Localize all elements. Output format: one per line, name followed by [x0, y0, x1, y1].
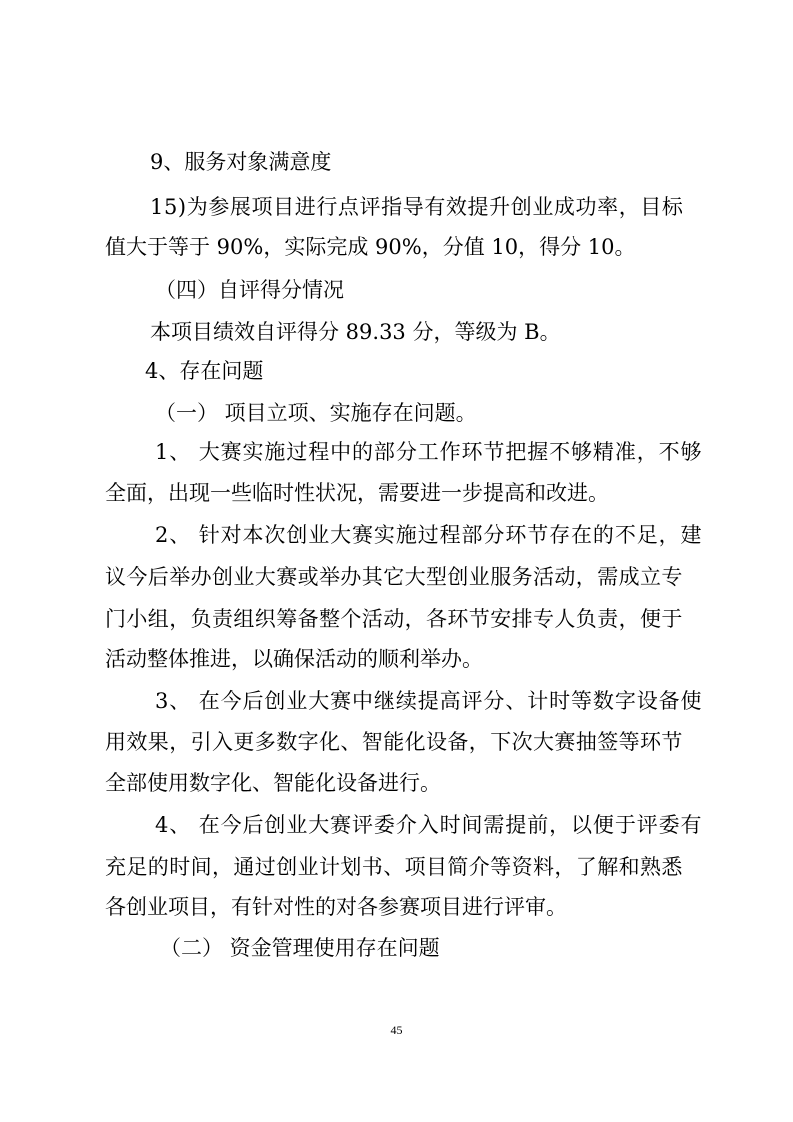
heading-service-satisfaction: 9、服务对象满意度	[150, 150, 332, 174]
paragraph-line: 用效果，引入更多数字化、智能化设备，下次大赛抽签等环节	[105, 730, 683, 754]
paragraph-line: 全部使用数字化、智能化设备进行。	[105, 771, 441, 795]
paragraph-line: 本项目绩效自评得分 89.33 分，等级为 B。	[150, 320, 561, 344]
paragraph-line: 议今后举办创业大赛或举办其它大型创业服务活动，需成立专	[105, 565, 683, 589]
page-number: 45	[390, 1023, 403, 1037]
heading-project-problems: （一） 项目立项、实施存在问题。	[155, 401, 477, 425]
paragraph-line: 充足的时间，通过创业计划书、项目简介等资料，了解和熟悉	[105, 855, 683, 879]
paragraph-line: 2、 针对本次创业大赛实施过程部分环节存在的不足，建	[155, 523, 703, 547]
paragraph-line: 3、 在今后创业大赛中继续提高评分、计时等数字设备使	[155, 689, 703, 713]
heading-existing-problems: 4、存在问题	[145, 359, 264, 383]
paragraph-line: 门小组，负责组织筹备整个活动，各环节安排专人负责，便于	[105, 607, 683, 631]
paragraph-line: 全面，出现一些临时性状况，需要进一步提高和改进。	[105, 481, 609, 505]
paragraph-line: 活动整体推进，以确保活动的顺利举办。	[105, 647, 483, 671]
paragraph-line: 值大于等于 90%，实际完成 90%，分值 10，得分 10。	[105, 235, 636, 259]
heading-self-evaluation: （四）自评得分情况	[155, 278, 344, 302]
paragraph-line: 15)为参展项目进行点评指导有效提升创业成功率，目标	[150, 195, 684, 219]
paragraph-line: 各创业项目，有针对性的对各参赛项目进行评审。	[105, 895, 567, 919]
paragraph-line: 4、 在今后创业大赛评委介入时间需提前，以便于评委有	[155, 813, 703, 837]
paragraph-line: 1、 大赛实施过程中的部分工作环节把握不够精准，不够	[155, 440, 703, 464]
heading-fund-problems: （二） 资金管理使用存在问题	[160, 936, 440, 960]
